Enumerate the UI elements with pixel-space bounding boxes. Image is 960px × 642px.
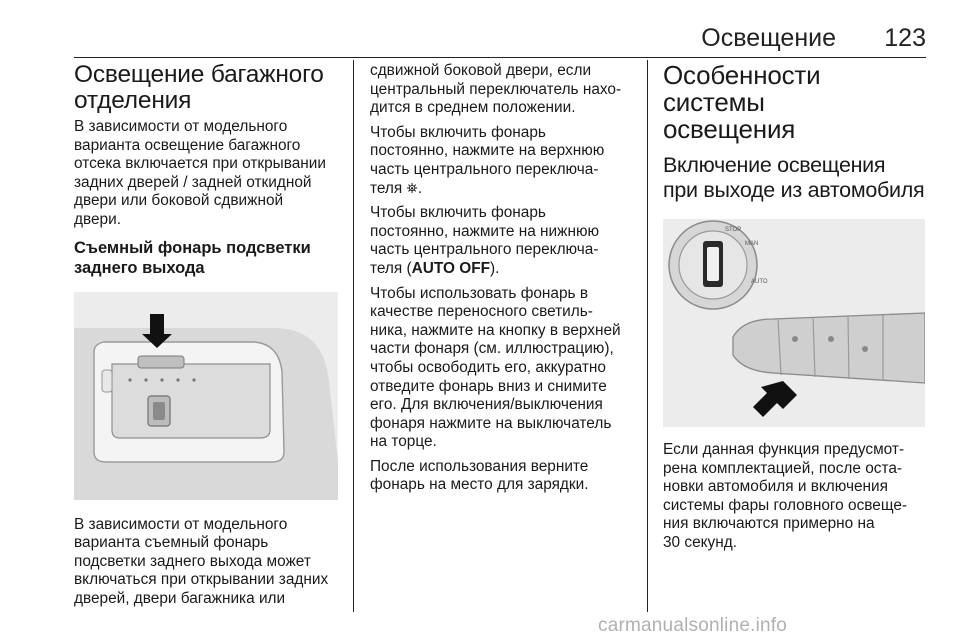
dial-label-auto: AUTO <box>751 279 768 285</box>
paragraph-exit-lighting: Если данная функция предусмот- рена комплектацией, после оста- новки автомобиля и включения системы фары головного освеще- ния включаются примерно на 30 секунд. <box>663 441 908 551</box>
paragraph-sliding-door: сдвижной боковой двери, если центральный переключатель нахо- дится в среднем положении. <box>370 62 622 117</box>
removable-lamp-illustration <box>74 292 338 500</box>
auto-off-label: AUTO OFF <box>411 259 491 277</box>
subheading-removable-lamp: Съемный фонарь подсветки заднего выхода <box>74 238 311 277</box>
header-rule <box>74 57 926 58</box>
column-divider-2 <box>647 60 648 612</box>
subheading-exit-lighting: Включение освещения при выходе из автомобиля <box>663 153 925 202</box>
column-2 <box>370 62 636 501</box>
page-number: 123 <box>884 24 926 52</box>
paragraph-removable-lamp: В зависимости от модельного варианта съемный фонарь подсветки заднего выхода может включаться при открывании задних дверей, двери багажника или <box>74 515 329 607</box>
dial-label-man: MAN <box>745 241 759 247</box>
switch-illustration-svg <box>663 219 925 427</box>
page-header <box>74 22 926 58</box>
lamp-illustration-svg <box>74 292 338 500</box>
column-divider-1 <box>353 60 354 612</box>
heading-cargo-lighting: Освещение багажного отделения <box>74 61 324 114</box>
section-title: Освещение <box>701 24 836 52</box>
column-3 <box>663 62 928 559</box>
paragraph-auto-off: Чтобы включить фонарь постоянно, нажмите на нижнюю часть центрального переключа- теля (AUTO OFF). <box>370 204 600 277</box>
paragraph-return-lamp: После использования верните фонарь на место для зарядки. <box>370 457 589 494</box>
watermark: carmanualsonline.info <box>598 615 788 636</box>
paragraph-switch-on-permanent: Чтобы включить фонарь постоянно, нажмите на верхнюю часть центрального переключа- теля ⛯. <box>370 123 605 197</box>
light-switch-illustration <box>663 219 925 427</box>
heading-lighting-features: Особенности системы освещения <box>663 60 821 144</box>
column-1 <box>74 62 344 615</box>
paragraph-cargo-lighting: В зависимости от модельного варианта освещение багажного отсека включается при открывании задних дверей / задней откидной двери или боковой сдвижной двери. <box>74 118 326 228</box>
paragraph-portable-use: Чтобы использовать фонарь в качестве переносного светиль- ника, нажмите на кнопку в верхней части фонаря (см. иллюстрацию), чтобы освободить его, аккуратно отведите фонарь вниз и снимите его. Для включения/выключения фонаря нажмите на выключатель на торце. <box>370 284 621 451</box>
dial-label-stop: STOP <box>725 227 742 233</box>
interior-light-icon: ⛯ <box>406 180 418 197</box>
